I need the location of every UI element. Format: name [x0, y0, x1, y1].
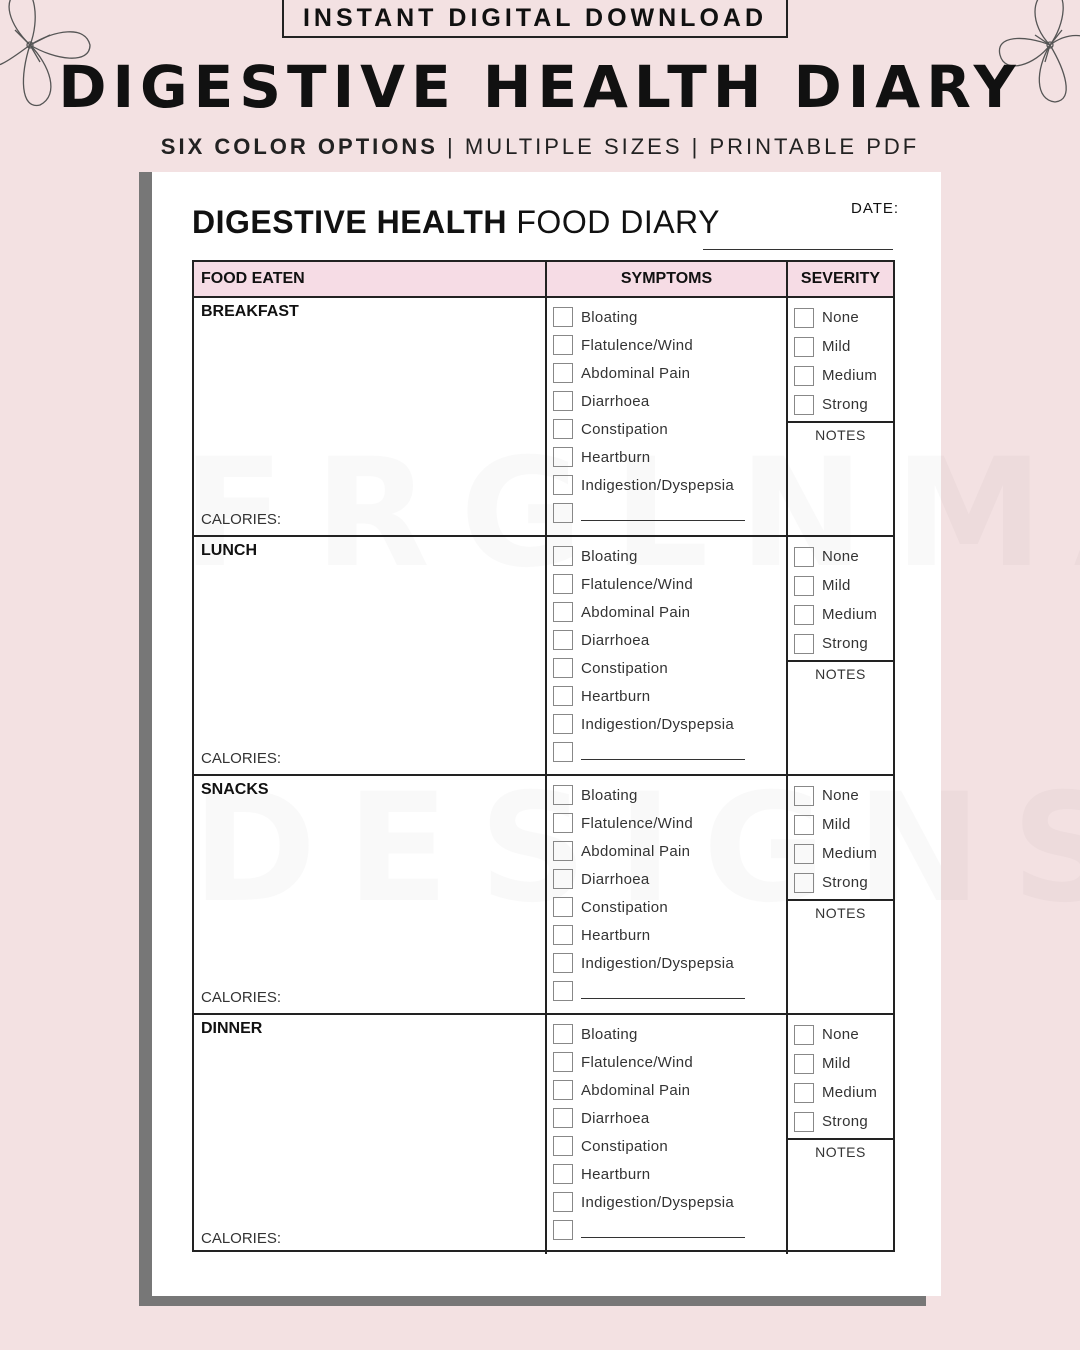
- symptom-checkbox[interactable]: [553, 335, 573, 355]
- severity-row: [794, 361, 893, 390]
- subtitle-rest: | MULTIPLE SIZES | PRINTABLE PDF: [437, 134, 920, 159]
- severity-row: [794, 303, 893, 332]
- severity-checkbox[interactable]: [794, 844, 814, 864]
- severity-label: None: [822, 1026, 860, 1043]
- symptom-label: Flatulence/Wind: [581, 575, 694, 593]
- symptom-checkbox[interactable]: [553, 503, 573, 523]
- diary-title: [192, 204, 720, 241]
- severity-label: Strong: [822, 874, 868, 891]
- symptom-row: [553, 682, 786, 710]
- other-symptom-line[interactable]: [581, 745, 745, 760]
- symptom-label: Constipation: [581, 1137, 668, 1155]
- symptom-row: [553, 1020, 786, 1048]
- symptom-label: Abdominal Pain: [581, 364, 691, 382]
- symptom-row: [553, 331, 786, 359]
- severity-checkbox[interactable]: [794, 576, 814, 596]
- symptom-row: [553, 598, 786, 626]
- severity-checkbox[interactable]: [794, 1054, 814, 1074]
- severity-row: [794, 810, 893, 839]
- symptom-row: [553, 781, 786, 809]
- severity-checkbox[interactable]: [794, 873, 814, 893]
- header-food-eaten: FOOD EATEN: [194, 262, 547, 296]
- severity-label: Mild: [822, 816, 851, 833]
- severity-label: Mild: [822, 338, 851, 355]
- symptom-label: Abdominal Pain: [581, 842, 691, 860]
- severity-label: Medium: [822, 367, 878, 384]
- symptom-row: [553, 949, 786, 977]
- severity-checkbox[interactable]: [794, 605, 814, 625]
- symptom-checkbox[interactable]: [553, 714, 573, 734]
- severity-row: [794, 1049, 893, 1078]
- symptoms-cell: [547, 776, 788, 1013]
- symptom-label: Abdominal Pain: [581, 603, 691, 621]
- severity-label: Strong: [822, 1113, 868, 1130]
- severity-row: [794, 600, 893, 629]
- symptom-row-other: [553, 499, 786, 527]
- symptom-checkbox[interactable]: [553, 1080, 573, 1100]
- symptom-label: Abdominal Pain: [581, 1081, 691, 1099]
- severity-label: None: [822, 787, 860, 804]
- symptom-row: [553, 710, 786, 738]
- severity-row: [794, 332, 893, 361]
- severity-label: Mild: [822, 577, 851, 594]
- symptom-row: [553, 471, 786, 499]
- symptom-row: [553, 865, 786, 893]
- meal-section: [194, 776, 893, 1015]
- symptom-checkbox[interactable]: [553, 658, 573, 678]
- severity-label: None: [822, 548, 860, 565]
- food-eaten-cell[interactable]: [194, 776, 547, 1013]
- symptom-checkbox[interactable]: [553, 686, 573, 706]
- symptom-label: Bloating: [581, 786, 638, 804]
- severity-row: [794, 868, 893, 897]
- severity-row: [794, 781, 893, 810]
- other-symptom-line[interactable]: [581, 984, 745, 999]
- meal-name: DINNER: [201, 1020, 263, 1037]
- severity-cell: [788, 776, 893, 1013]
- symptoms-cell: [547, 298, 788, 535]
- severity-cell: [788, 298, 893, 535]
- symptom-row: [553, 387, 786, 415]
- diary-table: [192, 260, 895, 1252]
- symptom-label: Indigestion/Dyspepsia: [581, 476, 735, 494]
- symptom-label: Bloating: [581, 1025, 638, 1043]
- symptom-label: Indigestion/Dyspepsia: [581, 1193, 735, 1211]
- severity-checkbox[interactable]: [794, 395, 814, 415]
- symptom-row-other: [553, 977, 786, 1005]
- notes-label[interactable]: NOTES: [815, 666, 866, 682]
- symptom-label: Diarrhoea: [581, 631, 650, 649]
- symptom-row: [553, 359, 786, 387]
- symptom-checkbox[interactable]: [553, 475, 573, 495]
- symptom-row: [553, 837, 786, 865]
- symptom-checkbox[interactable]: [553, 981, 573, 1001]
- meal-section: [194, 1015, 893, 1254]
- severity-list: [788, 537, 893, 662]
- calories-label: CALORIES:: [201, 989, 282, 1006]
- calories-label: CALORIES:: [201, 750, 282, 767]
- symptom-checkbox[interactable]: [553, 742, 573, 762]
- symptom-row: [553, 1132, 786, 1160]
- symptom-checkbox[interactable]: [553, 363, 573, 383]
- symptom-row: [553, 1104, 786, 1132]
- calories-label: CALORIES:: [201, 511, 282, 528]
- severity-checkbox[interactable]: [794, 786, 814, 806]
- severity-label: None: [822, 309, 860, 326]
- symptom-checkbox[interactable]: [553, 419, 573, 439]
- symptom-label: Flatulence/Wind: [581, 814, 694, 832]
- severity-checkbox[interactable]: [794, 634, 814, 654]
- notes-label[interactable]: NOTES: [815, 905, 866, 921]
- diary-title-bold: DIGESTIVE HEALTH: [192, 204, 507, 240]
- symptom-row-other: [553, 1216, 786, 1244]
- severity-row: [794, 839, 893, 868]
- symptom-label: Indigestion/Dyspepsia: [581, 715, 735, 733]
- severity-label: Medium: [822, 845, 878, 862]
- severity-label: Strong: [822, 396, 868, 413]
- symptom-checkbox[interactable]: [553, 841, 573, 861]
- symptom-checkbox[interactable]: [553, 1164, 573, 1184]
- symptom-label: Constipation: [581, 898, 668, 916]
- date-label: DATE:: [851, 200, 900, 217]
- table-header: [194, 262, 893, 298]
- symptom-label: Constipation: [581, 420, 668, 438]
- symptom-row: [553, 415, 786, 443]
- symptom-label: Bloating: [581, 308, 638, 326]
- symptom-checkbox[interactable]: [553, 1052, 573, 1072]
- symptom-label: Flatulence/Wind: [581, 1053, 694, 1071]
- severity-row: [794, 390, 893, 419]
- symptom-checkbox[interactable]: [553, 869, 573, 889]
- meal-name: LUNCH: [201, 542, 257, 559]
- symptom-label: Flatulence/Wind: [581, 336, 694, 354]
- symptom-checkbox[interactable]: [553, 546, 573, 566]
- symptom-checkbox[interactable]: [553, 785, 573, 805]
- other-symptom-line[interactable]: [581, 1223, 745, 1238]
- meal-name: BREAKFAST: [201, 303, 299, 320]
- symptom-checkbox[interactable]: [553, 1220, 573, 1240]
- symptom-row: [553, 626, 786, 654]
- symptom-label: Indigestion/Dyspepsia: [581, 954, 735, 972]
- symptom-row: [553, 809, 786, 837]
- symptom-label: Diarrhoea: [581, 870, 650, 888]
- symptom-checkbox[interactable]: [553, 447, 573, 467]
- notes-label[interactable]: NOTES: [815, 427, 866, 443]
- symptom-checkbox[interactable]: [553, 897, 573, 917]
- severity-checkbox[interactable]: [794, 337, 814, 357]
- meal-section: [194, 537, 893, 776]
- food-eaten-cell[interactable]: [194, 1015, 547, 1254]
- severity-row: [794, 1107, 893, 1136]
- meal-section: [194, 298, 893, 537]
- severity-cell: [788, 537, 893, 774]
- symptom-row: [553, 654, 786, 682]
- header-symptoms: SYMPTOMS: [547, 262, 788, 296]
- symptom-label: Bloating: [581, 547, 638, 565]
- severity-cell: [788, 1015, 893, 1254]
- symptom-row: [553, 1076, 786, 1104]
- severity-checkbox[interactable]: [794, 366, 814, 386]
- severity-checkbox[interactable]: [794, 308, 814, 328]
- symptom-checkbox[interactable]: [553, 602, 573, 622]
- notes-label[interactable]: NOTES: [815, 1144, 866, 1160]
- subtitle-bold: SIX COLOR OPTIONS: [160, 134, 438, 159]
- severity-checkbox[interactable]: [794, 815, 814, 835]
- header-severity: SEVERITY: [800, 270, 881, 287]
- severity-label: Strong: [822, 635, 868, 652]
- severity-row: [794, 1020, 893, 1049]
- symptom-row: [553, 893, 786, 921]
- main-title: DIGESTIVE HEALTH DIARY: [58, 53, 1022, 121]
- instant-download-banner: INSTANT DIGITAL DOWNLOAD: [282, 0, 788, 38]
- date-input-line[interactable]: [703, 249, 893, 250]
- symptom-label: Heartburn: [581, 1165, 651, 1183]
- symptom-row: [553, 1048, 786, 1076]
- severity-label: Medium: [822, 1084, 878, 1101]
- severity-checkbox[interactable]: [794, 1025, 814, 1045]
- severity-row: [794, 1078, 893, 1107]
- severity-checkbox[interactable]: [794, 1083, 814, 1103]
- severity-list: [788, 776, 893, 901]
- severity-row: [794, 629, 893, 658]
- symptoms-cell: [547, 1015, 788, 1254]
- severity-list: [788, 298, 893, 423]
- symptom-label: Heartburn: [581, 448, 651, 466]
- severity-checkbox[interactable]: [794, 547, 814, 567]
- symptom-label: Constipation: [581, 659, 668, 677]
- calories-label: CALORIES:: [201, 1230, 282, 1247]
- symptom-row: [553, 921, 786, 949]
- symptom-label: Diarrhoea: [581, 392, 650, 410]
- severity-label: Mild: [822, 1055, 851, 1072]
- symptom-label: Diarrhoea: [581, 1109, 650, 1127]
- symptom-checkbox[interactable]: [553, 630, 573, 650]
- symptom-checkbox[interactable]: [553, 925, 573, 945]
- symptom-checkbox[interactable]: [553, 307, 573, 327]
- symptom-checkbox[interactable]: [553, 813, 573, 833]
- symptom-checkbox[interactable]: [553, 1136, 573, 1156]
- symptom-checkbox[interactable]: [553, 1108, 573, 1128]
- meal-name: SNACKS: [201, 781, 269, 798]
- other-symptom-line[interactable]: [581, 506, 745, 521]
- symptom-row: [553, 542, 786, 570]
- food-eaten-cell[interactable]: [194, 537, 547, 774]
- severity-list: [788, 1015, 893, 1140]
- symptoms-cell: [547, 537, 788, 774]
- subtitle-line: [0, 134, 1080, 160]
- symptom-row-other: [553, 738, 786, 766]
- food-eaten-cell[interactable]: [194, 298, 547, 535]
- symptom-checkbox[interactable]: [553, 1024, 573, 1044]
- severity-row: [794, 542, 893, 571]
- symptom-row: [553, 443, 786, 471]
- severity-row: [794, 571, 893, 600]
- symptom-row: [553, 303, 786, 331]
- symptom-row: [553, 570, 786, 598]
- symptom-label: Heartburn: [581, 926, 651, 944]
- symptom-row: [553, 1188, 786, 1216]
- symptom-checkbox[interactable]: [553, 1192, 573, 1212]
- symptom-row: [553, 1160, 786, 1188]
- diary-title-rest: FOOD DIARY: [506, 204, 720, 240]
- symptom-checkbox[interactable]: [553, 574, 573, 594]
- severity-checkbox[interactable]: [794, 1112, 814, 1132]
- symptom-checkbox[interactable]: [553, 953, 573, 973]
- severity-label: Medium: [822, 606, 878, 623]
- symptom-label: Heartburn: [581, 687, 651, 705]
- symptom-checkbox[interactable]: [553, 391, 573, 411]
- diary-page: [152, 172, 941, 1296]
